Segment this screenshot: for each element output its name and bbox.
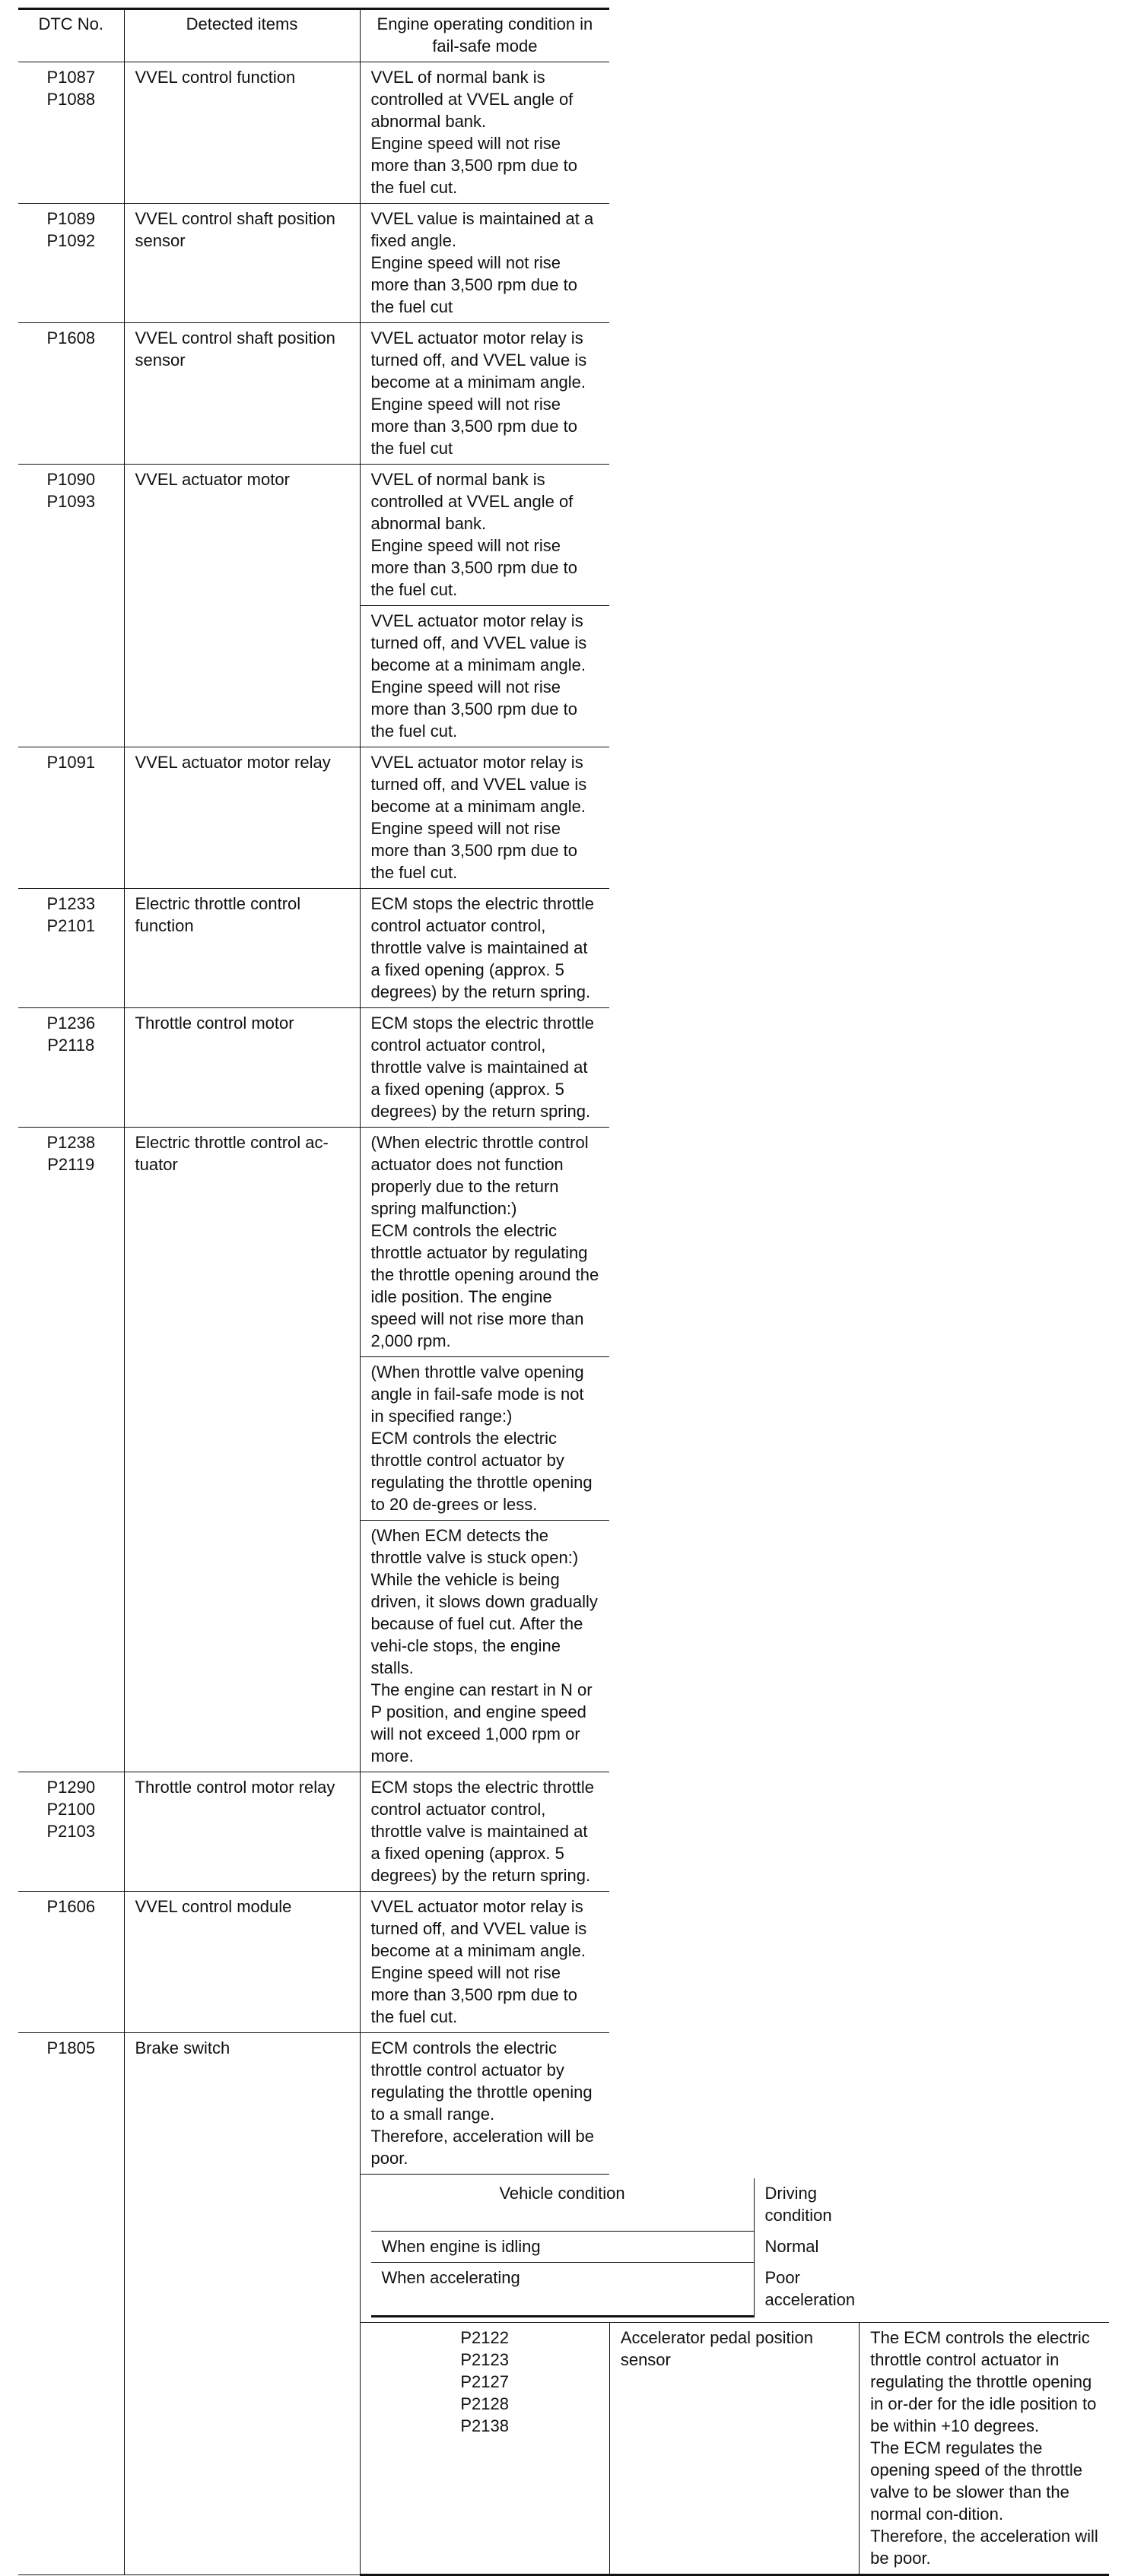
dtc-codes-cell	[18, 62, 124, 204]
detected-item-cell: VVEL control function	[124, 62, 360, 204]
condition-line: ECM stops the electric throttle control actuator control, throttle valve is maintained at a fixed opening (approx. 5 degrees) by the return spring.	[370, 1014, 594, 1121]
condition-cell	[360, 1128, 609, 1357]
condition-line: VVEL of normal bank is controlled at VVEL angle of abnormal bank.	[370, 68, 574, 131]
subtable-cell: When engine is idling	[371, 2232, 755, 2263]
dtc-codes-cell	[18, 1772, 124, 1892]
condition-line: The ECM controls the electric throttle control actuator in regulating the throttle opening in or-der for the idle position to be within +10 degrees.	[870, 2328, 1097, 2435]
condition-line: Engine speed will not rise more than 3,500 rpm due to the fuel cut.	[370, 1963, 577, 2026]
condition-line: (When electric throttle control actuator does not function properly due to the return spring malfunction:)	[370, 1133, 589, 1218]
condition-line: VVEL actuator motor relay is turned off, and VVEL value is become at a minimam angle.	[370, 328, 587, 392]
table-row	[18, 2033, 1109, 2175]
detected-item-cell: VVEL actuator motor	[124, 465, 360, 747]
condition-line: Engine speed will not rise more than 3,500 rpm due to the fuel cut.	[370, 134, 577, 197]
brake-switch-subtable	[371, 2178, 856, 2317]
dtc-codes-cell	[18, 1892, 124, 2033]
condition-line: Engine speed will not rise more than 3,500 rpm due to the fuel cut	[370, 253, 577, 316]
dtc-code: P2123	[460, 2350, 509, 2369]
dtc-code: P1088	[46, 90, 96, 109]
condition-line: VVEL actuator motor relay is turned off, and VVEL value is become at a minimam angle.	[370, 753, 587, 816]
dtc-code: P1087	[46, 68, 96, 87]
dtc-code: P1290	[46, 1778, 96, 1797]
dtc-code: P2100	[46, 1800, 96, 1819]
condition-line: ECM stops the electric throttle control actuator control, throttle valve is maintained at a fixed opening (approx. 5 degrees) by the return spring.	[370, 894, 594, 1001]
dtc-codes-cell	[18, 889, 124, 1008]
table-row	[18, 465, 1109, 606]
detected-item-cell: VVEL control shaft position sensor	[124, 204, 360, 323]
dtc-code: P2127	[460, 2372, 509, 2391]
header-row	[18, 9, 1109, 62]
condition-cell	[360, 1008, 609, 1128]
dtc-code: P2128	[460, 2394, 509, 2413]
table-row	[18, 204, 1109, 323]
condition-line: (When throttle valve opening angle in fail-safe mode is not in specified range:)	[370, 1363, 584, 1426]
subtable-header-row: Vehicle condition Driving condition	[371, 2178, 755, 2232]
header-engine-condition: Engine operating condition in fail-safe mode	[360, 9, 609, 62]
dtc-code: P1092	[46, 231, 96, 250]
dtc-code: P1090	[46, 470, 96, 489]
condition-line: VVEL value is maintained at a fixed angle.	[370, 209, 594, 250]
dtc-code: P1236	[46, 1014, 96, 1033]
dtc-code: P1608	[46, 328, 96, 347]
condition-line: (When ECM detects the throttle valve is stuck open:)	[370, 1526, 579, 1567]
dtc-fail-safe-table	[18, 8, 1109, 2576]
condition-line: The ECM regulates the opening speed of the throttle valve to be slower than the normal con-dition.	[870, 2438, 1083, 2524]
dtc-code: P1089	[46, 209, 96, 228]
detected-item-cell: Electric throttle control function	[124, 889, 360, 1008]
dtc-codes-cell	[18, 1008, 124, 1128]
table-row	[18, 1128, 1109, 1357]
condition-line: ECM stops the electric throttle control actuator control, throttle valve is maintained at a fixed opening (approx. 5 degrees) by the return spring.	[370, 1778, 594, 1885]
detected-item-cell: Throttle control motor	[124, 1008, 360, 1128]
table-row	[18, 1008, 1109, 1128]
detected-item-cell: VVEL actuator motor relay	[124, 747, 360, 889]
condition-cell	[360, 889, 609, 1008]
dtc-code: P1093	[46, 492, 96, 511]
condition-cell	[360, 2033, 609, 2175]
condition-cell	[360, 606, 609, 747]
dtc-code: P2103	[46, 1822, 96, 1841]
condition-cell	[360, 62, 609, 204]
header-detected-items: Detected items	[124, 9, 360, 62]
subtable-row: When engine is idling Normal	[371, 2232, 755, 2263]
dtc-codes-cell	[18, 747, 124, 889]
header-dtc-no: DTC No.	[18, 9, 124, 62]
condition-line: VVEL of normal bank is controlled at VVEL angle of abnormal bank.	[370, 470, 574, 533]
table-row	[18, 1772, 1109, 1892]
detected-item-cell: Brake switch	[124, 2033, 360, 2575]
condition-line: ECM controls the electric throttle control actuator by regulating the throttle opening to 20 de-grees or less.	[370, 1429, 593, 1514]
dtc-code: P2118	[47, 1036, 95, 1055]
table-row	[18, 889, 1109, 1008]
condition-line: Engine speed will not rise more than 3,500 rpm due to the fuel cut	[370, 395, 577, 458]
dtc-code: P1091	[46, 753, 96, 772]
condition-line: Engine speed will not rise more than 3,500 rpm due to the fuel cut.	[370, 677, 577, 741]
subtable-header: Vehicle condition	[371, 2178, 755, 2232]
detected-item-cell: Throttle control motor relay	[124, 1772, 360, 1892]
condition-line: Therefore, the acceleration will be poor.	[870, 2527, 1098, 2568]
table-row	[18, 1892, 1109, 2033]
detected-item-cell: Accelerator pedal position sensor	[609, 2323, 859, 2575]
dtc-codes-cell	[18, 2033, 124, 2575]
condition-line: VVEL actuator motor relay is turned off, and VVEL value is become at a minimam angle.	[370, 611, 587, 674]
dtc-codes-cell	[18, 1128, 124, 1772]
condition-cell	[360, 1521, 609, 1772]
subtable-cell: When accelerating	[371, 2263, 755, 2317]
dtc-codes-cell	[360, 2323, 609, 2575]
condition-cell	[360, 465, 609, 606]
condition-line: Therefore, acceleration will be poor.	[370, 2127, 594, 2168]
dtc-codes-cell	[18, 204, 124, 323]
condition-line: Engine speed will not rise more than 3,500 rpm due to the fuel cut.	[370, 819, 577, 882]
detected-item-cell: Electric throttle control ac-tuator	[124, 1128, 360, 1772]
brake-switch-subtable-cell	[360, 2175, 856, 2323]
condition-line: The engine can restart in N or P position, and engine speed will not exceed 1,000 rpm or more.	[370, 1680, 593, 1765]
dtc-code: P2122	[460, 2328, 509, 2347]
condition-line: ECM controls the electric throttle control actuator by regulating the throttle opening to a small range.	[370, 2038, 593, 2124]
condition-cell	[360, 1772, 609, 1892]
condition-line: ECM controls the electric throttle actuator by regulating the throttle opening around the idle position. The engine speed will not rise more than 2,000 rpm.	[370, 1221, 599, 1350]
dtc-code: P1238	[46, 1133, 96, 1152]
dtc-code: P1606	[46, 1897, 96, 1916]
condition-cell	[360, 1892, 609, 2033]
condition-cell	[360, 323, 609, 465]
subtable-row: When accelerating Poor acceleration	[371, 2263, 755, 2317]
dtc-code: P2138	[460, 2416, 509, 2435]
detected-item-cell: VVEL control module	[124, 1892, 360, 2033]
condition-line: VVEL actuator motor relay is turned off, and VVEL value is become at a minimam angle.	[370, 1897, 587, 1960]
condition-cell	[360, 204, 609, 323]
condition-cell	[360, 1357, 609, 1521]
table-row	[18, 323, 1109, 465]
condition-cell	[360, 747, 609, 889]
condition-cell	[860, 2323, 1109, 2575]
dtc-code: P1233	[46, 894, 96, 913]
dtc-codes-cell	[18, 465, 124, 747]
table-row	[18, 62, 1109, 204]
dtc-code: P2119	[47, 1155, 95, 1174]
dtc-code: P2101	[46, 916, 96, 935]
condition-line: While the vehicle is being driven, it slows down gradually because of fuel cut. After the vehi-cle stops, the engine stalls.	[370, 1570, 598, 1677]
detected-item-cell: VVEL control shaft position sensor	[124, 323, 360, 465]
table-row	[18, 747, 1109, 889]
dtc-codes-cell	[18, 323, 124, 465]
condition-line: Engine speed will not rise more than 3,500 rpm due to the fuel cut.	[370, 536, 577, 599]
dtc-code: P1805	[46, 2038, 96, 2057]
